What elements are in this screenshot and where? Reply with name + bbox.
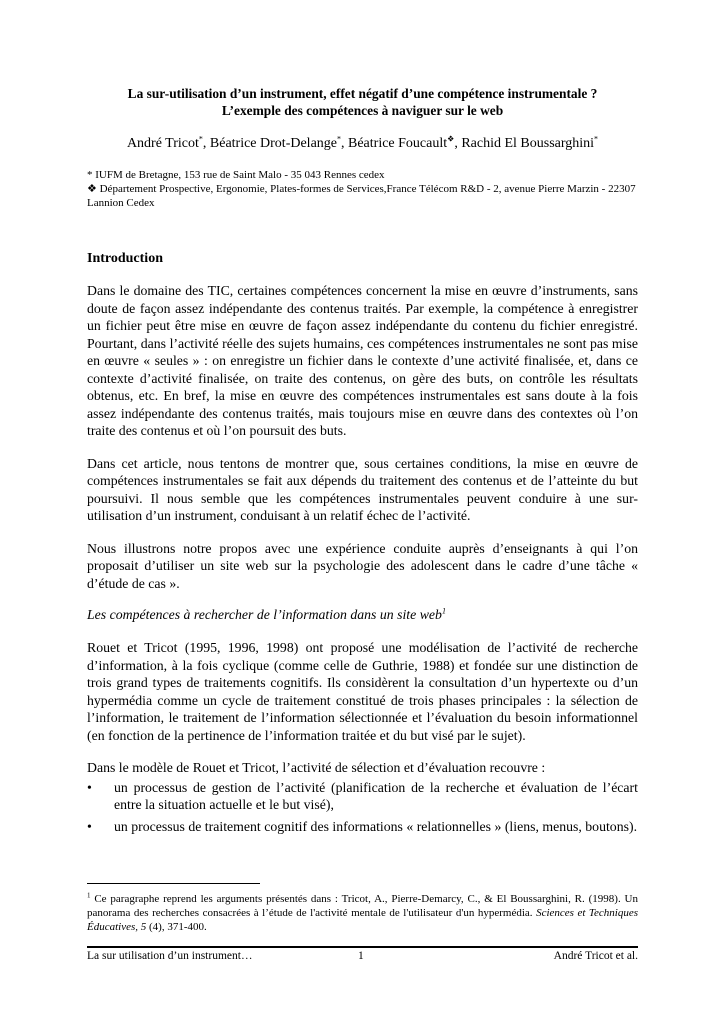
title-line-1: La sur-utilisation d’un instrument, effet négatif d’une compétence instrumentale ? [127, 86, 598, 101]
paragraph: Rouet et Tricot (1995, 1996, 1998) ont proposé une modélisation de l’activité de recherche d’information, à la fois cyclique (comme celle de Guthrie, 1988) et fondée sur une distinction de trois grand types de traitements cognitifs. Ils considèrent la consultation d’un hypertexte ou d’un hypermédia comme un cycle de traitement constitué de trois phases principales : la sélection de l’information, le traitement de l’information sélectionnée et l’évaluation du besoin informationnel (en fonction de la pertinence de l’information traitée et du but visé par le sujet). [87, 640, 638, 743]
footnote-mark: 1 [87, 891, 91, 900]
affiliation: * IUFM de Bretagne, 153 rue de Saint Malo - 35 043 Rennes cedex [87, 169, 385, 181]
section-heading-text: Les compétences à rechercher de l’information dans un site web [87, 607, 442, 622]
author-mark: * [198, 134, 203, 144]
footnote-ref[interactable]: 1 [441, 606, 446, 616]
footer-authors: André Tricot et al. [553, 950, 638, 962]
author-mark: ❖ [447, 134, 455, 144]
bullet-icon: • [87, 818, 92, 834]
paragraph: Dans cet article, nous tentons de montrer que, sous certaines conditions, la mise en œuvre de compétences instrumentales se fait aux dépends du traitement des contenus et de l’atteinte du but poursuivi. Il nous semble que les compétences instrumentales peuvent conduire à une sur-utilisation d’un instrument, conduisant à un relatif échec de l’activité. [87, 455, 638, 523]
title-line-2: L’exemple des compétences à naviguer sur le web [221, 103, 504, 118]
bullet-list [87, 779, 638, 836]
author: André Tricot [126, 136, 199, 151]
author-mark: * [594, 134, 599, 144]
footnote-journal: Sciences et Techniques Éducatives, 5 [87, 907, 639, 933]
paragraph: Dans le modèle de Rouet et Tricot, l’activité de sélection et d’évaluation recouvre : [87, 760, 546, 775]
paragraph: Dans le domaine des TIC, certaines compétences concernent la mise en œuvre d’instruments, sans doute de façon assez indépendante des contenus traités. Par exemple, la compétence à enregistrer un fichier peut être mise en œuvre de façon assez indépendante du contenu du fichier enregistré. Pourtant, dans l’activité réelle des sujets humains, ces compétences instrumentales ne sont pas mise en œuvre « seules » : on enregistre un fichier dans le contexte d’une activité finalisée, et, dans ce contexte d’activité finalisée, on traite des contenus, on gère des buts, on contrôle les résultats obtenus, etc. En bref, la mise en œuvre des compétences instrumentales est sans doute à la fois assez indépendante des contenus traités, mais toujours mise en œuvre dans des contextes où l’on traite des contenus et où l’on poursuit des buts. [87, 283, 638, 438]
page-footer [87, 950, 638, 962]
author: Béatrice Drot-Delange [209, 136, 337, 151]
bullet-icon: • [87, 779, 92, 795]
list-item [87, 779, 638, 814]
section-heading [87, 606, 638, 624]
footnote-text: Ce paragraphe reprend les arguments présentés dans : Tricot, A., Pierre-Demarcy, C., & El Boussarghini, R. (1998). Un panorama des recherches consacrées à l’étude de l'activité mentale de l'utilisateur d'un hypermédia. [87, 893, 638, 919]
page-number: 1 [358, 950, 364, 962]
list-item-text: un processus de gestion de l’activité (planification de la recherche et évaluation de l’écart entre la situation actuelle et le but visé), [114, 779, 638, 812]
author-list: André Tricot*, Béatrice Drot-Delange*, Béatrice Foucault❖, Rachid El Boussarghini* [126, 134, 599, 151]
paper-title [87, 85, 638, 119]
footer-running-title: La sur utilisation d’un instrument… [87, 950, 253, 962]
footer-divider [87, 946, 638, 948]
page-body [87, 85, 638, 839]
affiliations [87, 168, 638, 210]
list-item-text: un processus de traitement cognitif des informations « relationnelles » (liens, menus, boutons). [114, 818, 638, 834]
affiliation: ❖ Département Prospective, Ergonomie, Plates-formes de Services,France Télécom R&D - 2, avenue Pierre Marzin - 22307 Lannion Cedex [87, 183, 636, 209]
footnote-divider [87, 883, 260, 884]
author: Béatrice Foucault [348, 136, 448, 151]
paragraph: Nous illustrons notre propos avec une expérience conduite auprès d’enseignants à qui l’on proposait d’utiliser un site web sur la psychologie des adolescent dans le cadre d’une tâche « d’étude de cas ». [87, 540, 638, 591]
footnote [87, 892, 638, 934]
introduction-heading: Introduction [87, 251, 163, 266]
author-mark: * [337, 134, 341, 144]
author: Rachid El Boussarghini [461, 136, 595, 151]
list-item [87, 818, 638, 836]
footnote-tail: (4), 371-400. [146, 921, 207, 933]
